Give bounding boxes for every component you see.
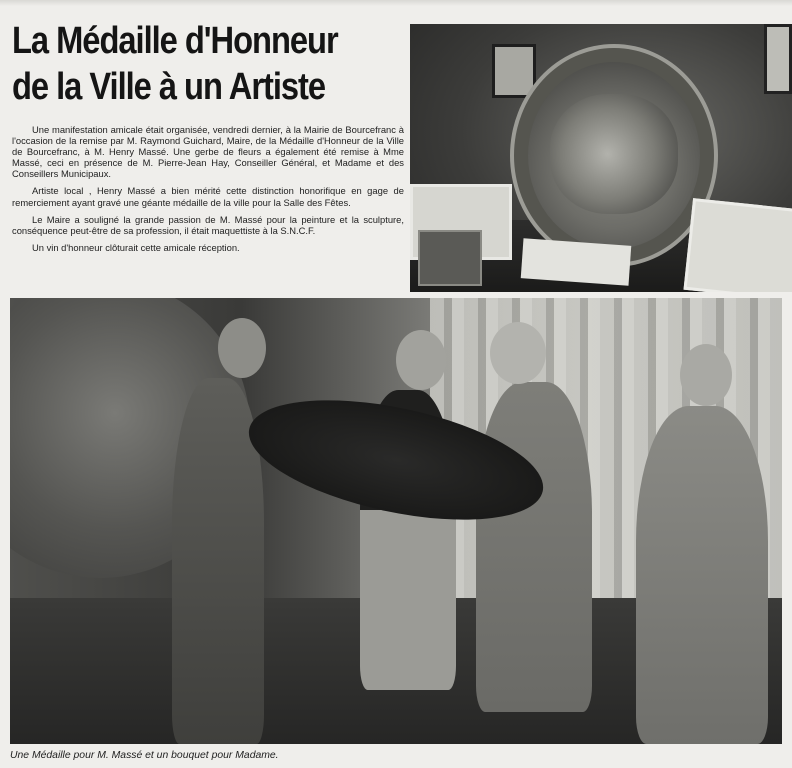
model-box [418,230,482,286]
headline-line-2: de la Ville à un Artiste [12,66,326,108]
headline-line-1: La Médaille d'Honneur [12,20,338,62]
article-body [12,124,404,259]
article-headline [12,18,349,110]
person-right-man [636,406,768,744]
article-paragraph-2: Artiste local , Henry Massé a bien mérité cette distinction honorifique en gage de remerciement ayant gravé une géante médaille de la ville pour la Salle des Fêtes. [12,185,404,208]
medal-display-photo [410,24,792,292]
person-woman-left-head [396,330,446,390]
person-right-head [680,344,732,406]
giant-medal [510,44,718,267]
person-woman-right [476,382,592,712]
medal-relief [550,94,678,214]
framed-drawing-right [684,198,792,292]
page-top-edge [0,0,792,6]
ceremony-photo [10,298,782,744]
article-paragraph-4: Un vin d'honneur clôturait cette amicale réception. [32,241,240,253]
framed-drawing-center [521,238,632,285]
article-paragraph-1: Une manifestation amicale était organisée, vendredi dernier, à la Mairie de Bourcefranc à l'occasion de la remise par M. Raymond Guichard, Maire, de la Médaille d'Honneur de la Ville de Bourcefranc, à M. Henry Massé. Une gerbe de fleurs a également été remise à Mme Massé, ceci en présence de M. Pierre-Jean Hay, Conseiller Général, et Madame et des Conseillers Municipaux. [12,124,404,180]
article-paragraph-3: Le Maire a souligné la grande passion de M. Massé pour la peinture et la sculpture, conséquence peut-être de sa profession, il était maquettiste à la S.N.C.F. [12,213,404,236]
person-woman-right-head [490,322,546,384]
photo-caption: Une Médaille pour M. Massé et un bouquet pour Madame. [10,750,279,761]
person-left-head [218,318,266,378]
wall-picture-frame-right [764,24,792,94]
